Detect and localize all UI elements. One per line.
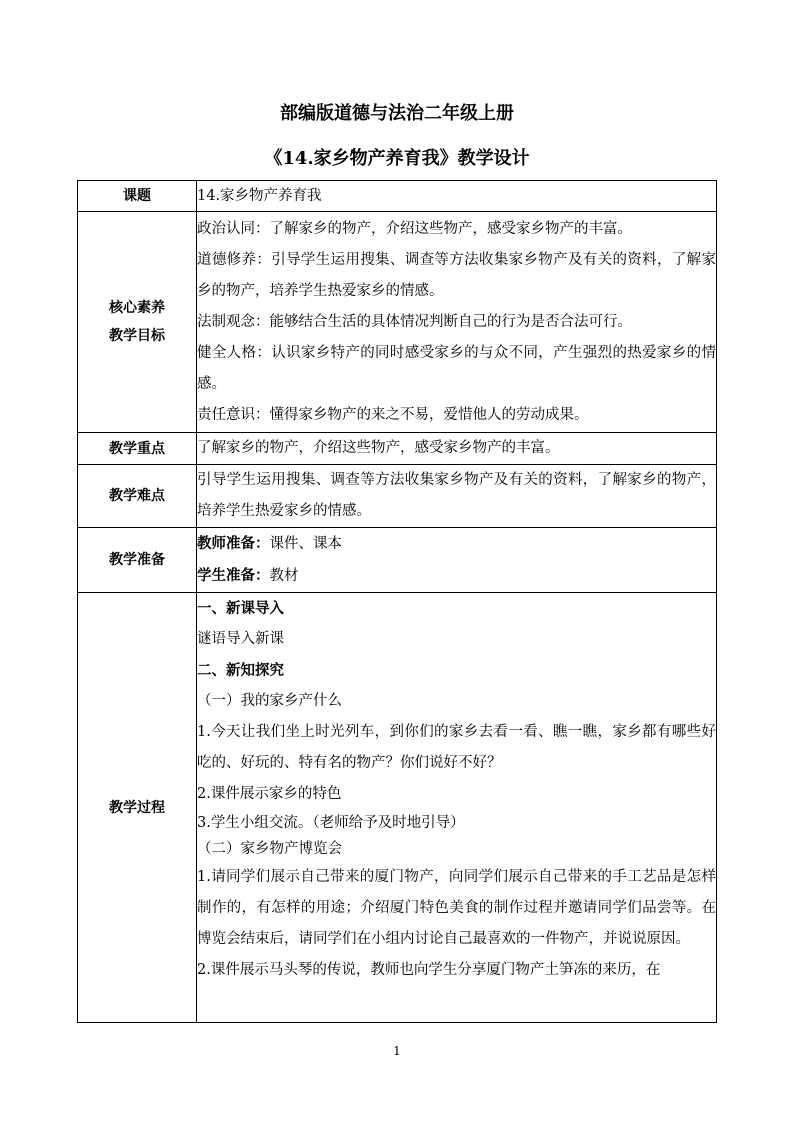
goal-item: 健全人格：认识家乡特产的同时感受家乡的与众不同，产生强烈的热爱家乡的情感。 [197, 344, 716, 392]
page-number: 1 [393, 1044, 401, 1058]
goals-label-line2: 教学目标 [109, 328, 165, 344]
goals-content [197, 212, 717, 433]
preparation-label: 教学准备 [78, 528, 197, 593]
teacher-preparation-label: 教师准备： [197, 535, 270, 552]
process-content [197, 593, 717, 1023]
student-preparation [197, 560, 716, 592]
key-points-value: 了解家乡的物产，介绍这些物产，感受家乡物产的丰富。 [197, 433, 717, 465]
process-subheading: （二）家乡物产博览会 [197, 841, 342, 857]
student-preparation-label: 学生准备： [197, 567, 270, 584]
student-preparation-value: 教材 [269, 568, 299, 584]
lesson-plan-table [77, 180, 717, 1023]
document-subtitle: 《14.家乡物产养育我》教学设计 [264, 148, 530, 169]
process-text: 谜语导入新课 [197, 631, 284, 647]
teacher-preparation-value: 课件、课本 [269, 536, 342, 552]
document-title: 部编版道德与法治二年级上册 [280, 103, 514, 124]
key-points-label: 教学重点 [78, 433, 197, 465]
process-item: 2.课件展示家乡的特色 [197, 786, 342, 802]
goal-item: 责任意识：懂得家乡物产的来之不易，爱惜他人的劳动成果。 [197, 406, 589, 423]
process-item: 1.请同学们展示自己带来的厦门物产，向同学们展示自己带来的手工艺品是怎样制作的，有怎样的用途；介绍厦门特色美食的制作过程并邀请同学们品尝等。在博览会结束后，请同学们在小组内讨论自己最喜欢的一件物产，并说说原因。 [197, 869, 716, 947]
difficulties-label: 教学难点 [78, 465, 197, 528]
table-row-process [78, 593, 717, 1023]
goals-label [78, 212, 197, 433]
goal-item: 道德修养：引导学生运用搜集、调查等方法收集家乡物产及有关的资料，了解家乡的物产，培养学生热爱家乡的情感。 [197, 251, 716, 299]
table-row-topic [78, 181, 717, 212]
process-section-heading: 二、新知探究 [197, 662, 284, 679]
process-subheading: （一）我的家乡产什么 [197, 693, 342, 709]
process-item: 3.学生小组交流。（老师给予及时地引导） [197, 815, 465, 831]
preparation-content [197, 528, 717, 593]
goals-label-line1: 核心素养 [109, 300, 165, 316]
table-row-difficulties [78, 465, 717, 528]
goal-item: 法制观念：能够结合生活的具体情况判断自己的行为是否合法可行。 [197, 313, 632, 330]
process-label: 教学过程 [78, 593, 197, 1023]
table-row-preparation [78, 528, 717, 593]
goal-item: 政治认同：了解家乡的物产，介绍这些物产，感受家乡物产的丰富。 [197, 220, 632, 237]
teacher-preparation [197, 528, 716, 560]
process-section-heading: 一、新课导入 [197, 600, 284, 617]
topic-label: 课题 [78, 181, 197, 212]
difficulties-value: 引导学生运用搜集、调查等方法收集家乡物产及有关的资料，了解家乡的物产，培养学生热爱家乡的情感。 [197, 465, 717, 528]
table-row-key-points [78, 433, 717, 465]
process-item: 1.今天让我们坐上时光列车，到你们的家乡去看一看、瞧一瞧，家乡都有哪些好吃的、好玩的、特有名的物产？你们说好不好？ [197, 724, 716, 771]
table-row-goals [78, 212, 717, 433]
topic-value: 14.家乡物产养育我 [197, 181, 717, 212]
process-item: 2.课件展示马头琴的传说，教师也向学生分享厦门物产土笋冻的来历，在 [197, 962, 661, 978]
